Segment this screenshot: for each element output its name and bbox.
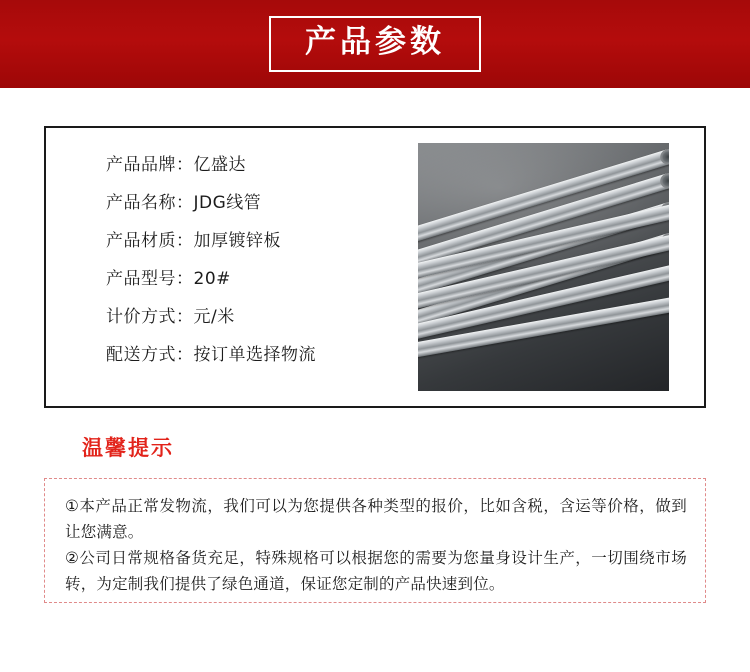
spec-label: 产品品牌：	[106, 155, 194, 175]
tips-box	[44, 478, 706, 603]
spec-value: JDG线管	[193, 193, 262, 213]
spec-value: 元/米	[193, 307, 235, 327]
spec-label: 计价方式：	[106, 307, 194, 327]
product-image-container	[401, 128, 704, 406]
spec-row	[106, 340, 401, 378]
tip-line: ①本产品正常发物流，我们可以为您提供各种类型的报价，比如含税，含运等价格，做到让您满意。	[65, 497, 687, 541]
spec-row	[106, 302, 401, 340]
tip-line: ②公司日常规格备货充足，特殊规格可以根据您的需要为您量身设计生产，一切围绕市场转，为定制我们提供了绿色通道，保证您定制的产品快速到位。	[65, 549, 687, 593]
spec-label: 产品型号：	[106, 269, 194, 289]
spec-label: 配送方式：	[106, 345, 194, 365]
spec-row	[106, 264, 401, 302]
spec-list	[46, 128, 401, 406]
spec-value: 按订单选择物流	[193, 345, 316, 365]
tips-title: 温馨提示	[82, 436, 174, 460]
spec-card	[44, 126, 706, 408]
spec-row	[106, 150, 401, 188]
spec-label: 产品材质：	[106, 231, 194, 251]
spec-label: 产品名称：	[106, 193, 194, 213]
spec-row	[106, 188, 401, 226]
spec-value: 20#	[193, 269, 231, 289]
spec-value: 加厚镀锌板	[193, 231, 281, 251]
product-photo	[418, 143, 669, 391]
spec-value: 亿盛达	[193, 155, 246, 175]
page-banner	[0, 0, 750, 88]
banner-title-frame	[269, 16, 481, 73]
spec-row	[106, 226, 401, 264]
page-title: 产品参数	[305, 23, 445, 60]
